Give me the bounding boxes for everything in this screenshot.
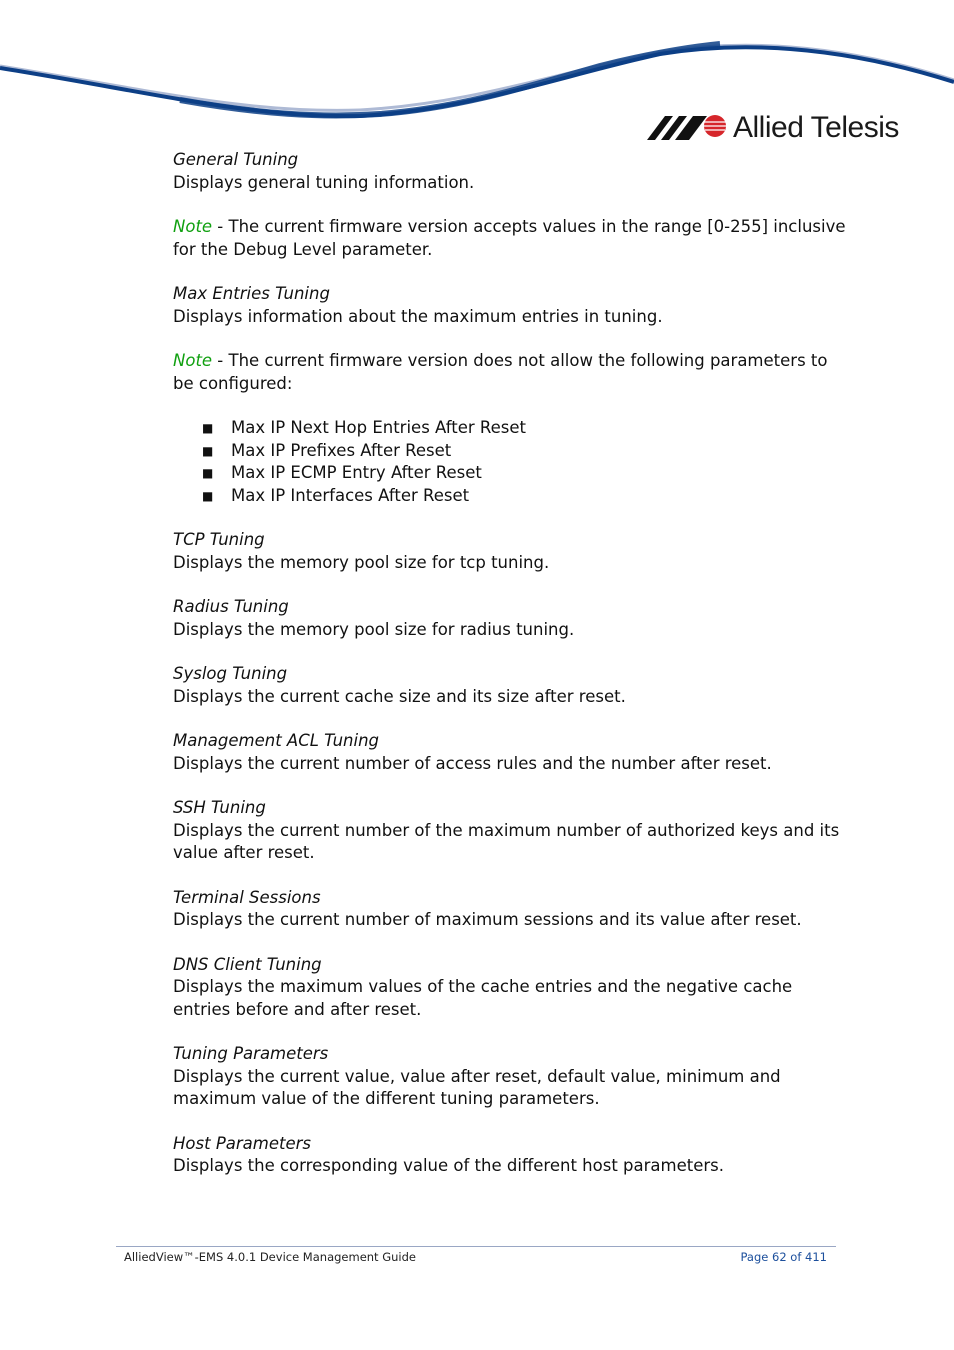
section-title: Terminal Sessions — [173, 887, 321, 907]
section-description: Displays general tuning information. — [173, 172, 475, 192]
section-ssh-tuning — [173, 797, 853, 865]
note-label: Note — [173, 351, 213, 370]
section-description: Displays the memory pool size for tcp tuning. — [173, 552, 550, 572]
section-general-tuning — [173, 149, 853, 194]
brand-name: Allied Telesis — [733, 111, 899, 144]
section-description: Displays the current value, value after reset, default value, minimum and maximum value of the different tuning parameters. — [173, 1066, 781, 1108]
section-syslog-tuning — [173, 663, 853, 708]
note-text: - The current firmware version accepts values in the range [0-255] inclusive for the Debug Level parameter. — [173, 217, 846, 259]
section-description: Displays the corresponding value of the different host parameters. — [173, 1156, 724, 1175]
list-item: ■ Max IP Prefixes After Reset — [173, 440, 853, 463]
footer-doc-title: AlliedView™-EMS 4.0.1 Device Management Guide — [124, 1250, 416, 1264]
section-host-parameters — [173, 1133, 853, 1178]
section-description: Displays the current number of maximum sessions and its value after reset. — [173, 910, 802, 929]
section-management-acl-tuning — [173, 730, 853, 775]
section-title: Host Parameters — [173, 1133, 311, 1153]
section-description: Displays the memory pool size for radius tuning. — [173, 619, 575, 639]
section-tuning-parameters — [173, 1043, 853, 1111]
section-description: Displays the current number of access rules and the number after reset. — [173, 753, 772, 773]
document-body — [173, 149, 853, 1200]
list-item: ■ Max IP Next Hop Entries After Reset — [173, 417, 853, 440]
footer-divider — [116, 1246, 836, 1247]
section-title: Tuning Parameters — [173, 1044, 329, 1063]
section-description: Displays the current cache size and its size after reset. — [173, 686, 626, 706]
note-label: Note — [173, 217, 213, 236]
logo-mark-icon — [645, 108, 729, 148]
section-description: Displays information about the maximum entries in tuning. — [173, 306, 663, 326]
bullet-icon: ■ — [202, 466, 214, 480]
bullet-icon: ■ — [202, 443, 214, 458]
section-dns-client-tuning — [173, 954, 853, 1022]
section-title: DNS Client Tuning — [173, 954, 322, 974]
footer-page-number: Page 62 of 411 — [740, 1250, 827, 1264]
bullet-icon: ■ — [202, 421, 214, 435]
allied-telesis-logo — [645, 108, 905, 148]
section-title: Management ACL Tuning — [173, 731, 380, 750]
parameter-list — [173, 417, 853, 507]
section-title: General Tuning — [173, 150, 299, 169]
bullet-icon: ■ — [202, 488, 214, 503]
section-terminal-sessions — [173, 887, 853, 932]
section-title: Radius Tuning — [173, 597, 289, 616]
section-max-entries-tuning — [173, 283, 853, 328]
section-title: SSH Tuning — [173, 798, 266, 817]
note-debug-level — [173, 216, 853, 261]
list-item: ■ Max IP Interfaces After Reset — [173, 485, 853, 508]
section-description: Displays the maximum values of the cache entries and the negative cache entries before and after reset. — [173, 977, 793, 1019]
note-unconfigurable-params — [173, 350, 853, 395]
list-item: ■ Max IP ECMP Entry After Reset — [173, 462, 853, 485]
section-title: Max Entries Tuning — [173, 284, 330, 303]
section-tcp-tuning — [173, 529, 853, 574]
section-title: Syslog Tuning — [173, 664, 288, 683]
note-text: - The current firmware version does not allow the following parameters to be configured: — [173, 351, 828, 393]
section-description: Displays the current number of the maximum number of authorized keys and its value after reset. — [173, 820, 840, 862]
section-title: TCP Tuning — [173, 530, 265, 549]
section-radius-tuning — [173, 596, 853, 641]
